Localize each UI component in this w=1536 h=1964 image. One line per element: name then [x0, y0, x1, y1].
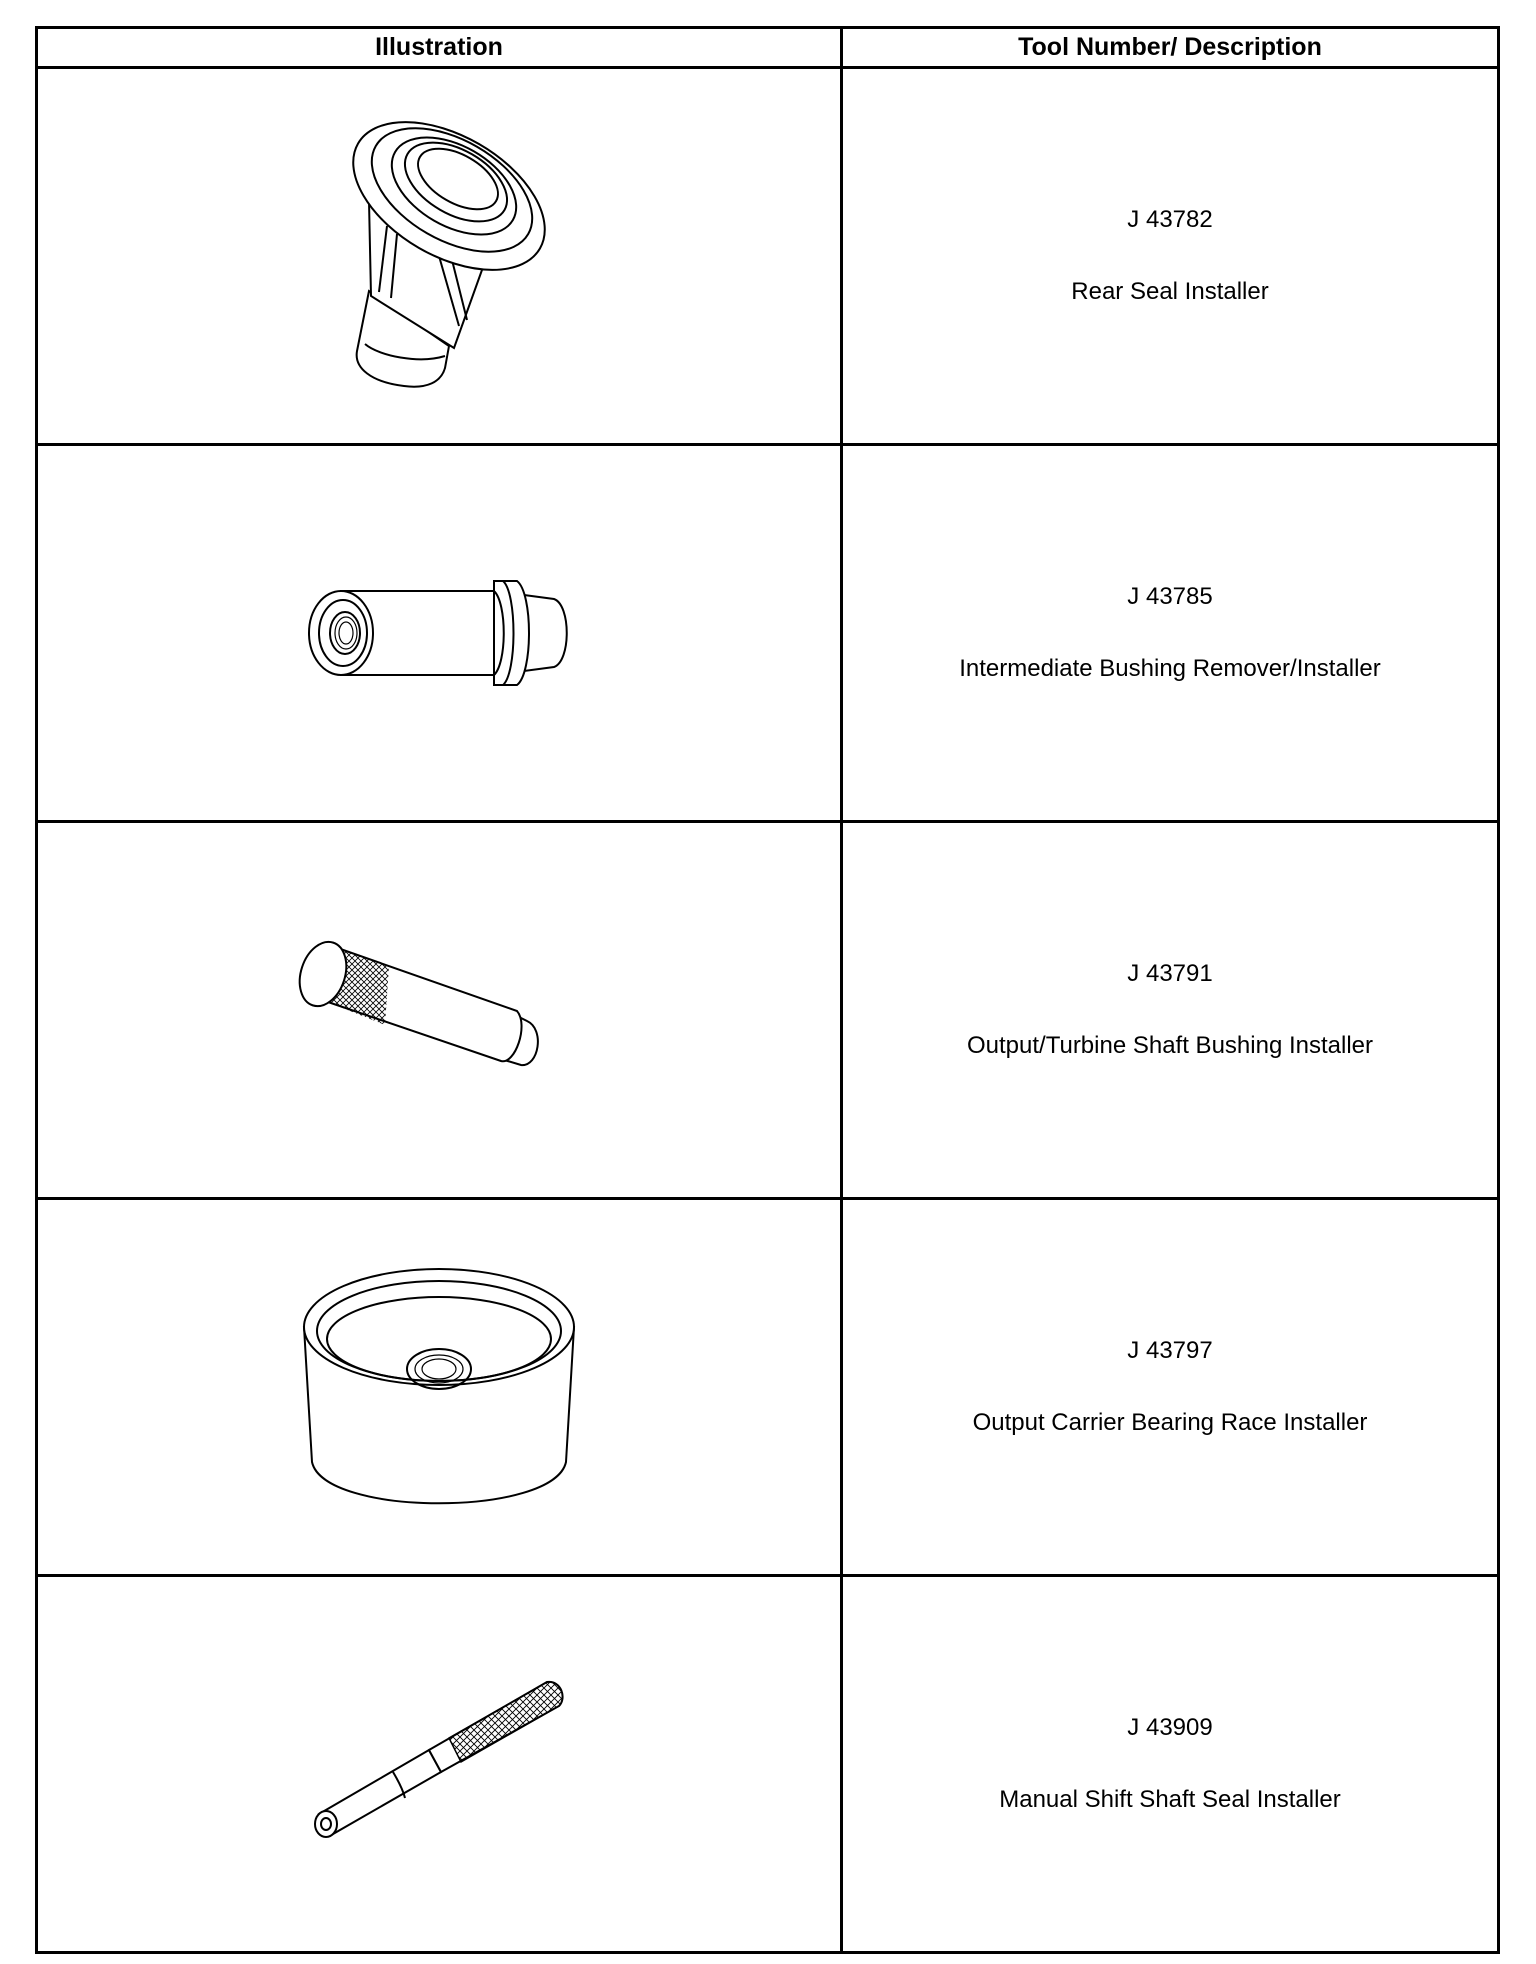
tool-number: J 43791 [1127, 960, 1213, 987]
tool-description-cell [842, 445, 1499, 822]
tool-description: Output/Turbine Shaft Bushing Installer [966, 1032, 1373, 1059]
illustration-cell [37, 1199, 842, 1576]
illustration-cell [37, 1576, 842, 1953]
bushing-remover-installer-icon [289, 563, 589, 703]
tool-description-cell [842, 68, 1499, 445]
tool-number: J 43909 [1127, 1714, 1213, 1741]
header-tool-description: Tool Number/ Description [842, 28, 1499, 68]
table-row [37, 1576, 1499, 1953]
table-row [37, 822, 1499, 1199]
header-row [37, 28, 1499, 68]
header-illustration: Illustration [37, 28, 842, 68]
table-row [37, 68, 1499, 445]
illustration-cell [37, 445, 842, 822]
table-row [37, 445, 1499, 822]
special-tools-table [35, 26, 1500, 1954]
bearing-race-installer-icon [294, 1257, 584, 1517]
tool-description-cell [842, 1199, 1499, 1576]
tool-number: J 43797 [1127, 1337, 1213, 1364]
tool-description: Intermediate Bushing Remover/Installer [959, 655, 1381, 682]
shift-shaft-seal-installer-icon [299, 1674, 579, 1854]
illustration-cell [37, 68, 842, 445]
illustration-cell [37, 822, 842, 1199]
tool-description: Manual Shift Shaft Seal Installer [999, 1786, 1341, 1813]
tool-description-cell [842, 822, 1499, 1199]
tool-description: Output Carrier Bearing Race Installer [972, 1409, 1368, 1436]
tool-description-cell [842, 1576, 1499, 1953]
table-row [37, 1199, 1499, 1576]
tool-description: Rear Seal Installer [1071, 278, 1269, 305]
shaft-bushing-installer-icon [289, 925, 589, 1095]
rear-seal-installer-icon [309, 106, 569, 406]
tool-number: J 43785 [1127, 583, 1213, 610]
tool-number: J 43782 [1127, 206, 1213, 233]
